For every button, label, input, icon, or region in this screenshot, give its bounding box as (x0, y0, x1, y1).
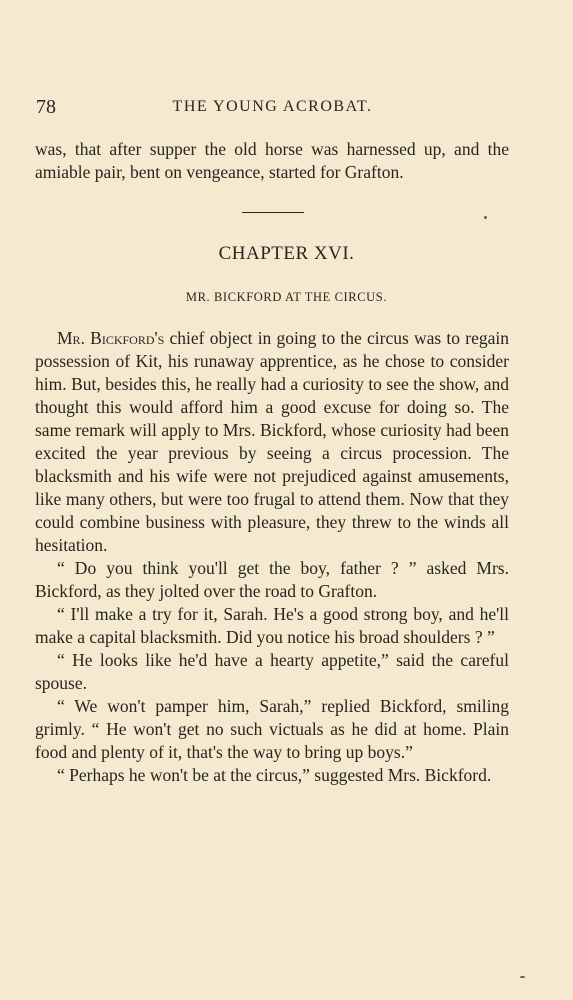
chapter-title: CHAPTER XVI. (218, 243, 355, 264)
chapter-body (35, 327, 509, 787)
page-number: 78 (36, 96, 56, 118)
paper-speck (484, 216, 487, 219)
paragraph-text: chief object in going to the circus was to regain possession of Kit, his runaway apprentice, as he chose to consider him. But, besides this, he really had a curiosity to see the show, and thought this would afford him a good excuse for doing so. The same remark will apply to Mrs. Bickford, whose curiosity had been excited the year previous by seeing a circus procession. The blacksmith and his wife were not prejudiced against amusements, like many others, but were too frugal to attend them. Now that they could combine business with pleasure, they threw to the winds all hesitation. (35, 328, 509, 555)
page-header (36, 96, 509, 120)
lead-words: Mr. Bickford's (57, 328, 165, 348)
running-title: THE YOUNG ACROBAT. (172, 98, 373, 115)
chapter-subtitle: MR. BICKFORD AT THE CIRCUS. (185, 290, 388, 304)
section-divider (242, 212, 304, 213)
paragraph: “ We won't pamper him, Sarah,” replied Bickford, smiling grimly. “ He won't get no such victuals as he did at home. Plain food and plenty of it, that's the way to bring up boys.” (35, 696, 509, 762)
paragraph: “ I'll make a try for it, Sarah. He's a good strong boy, and he'll make a capital blacksmith. Did you notice his broad shoulders ? ” (35, 604, 509, 647)
paragraph: “ He looks like he'd have a hearty appetite,” said the careful spouse. (35, 650, 509, 693)
paragraph (35, 327, 509, 557)
opening-paragraph: was, that after supper the old horse was harnessed up, and the amiable pair, bent on vengeance, started for Grafton. (35, 139, 509, 182)
paragraph: “ Do you think you'll get the boy, father ? ” asked Mrs. Bickford, as they jolted over the road to Grafton. (35, 558, 509, 601)
paragraph: “ Perhaps he won't be at the circus,” suggested Mrs. Bickford. (57, 765, 492, 785)
opening-paragraph-block (35, 138, 509, 184)
paper-speck (520, 976, 525, 978)
